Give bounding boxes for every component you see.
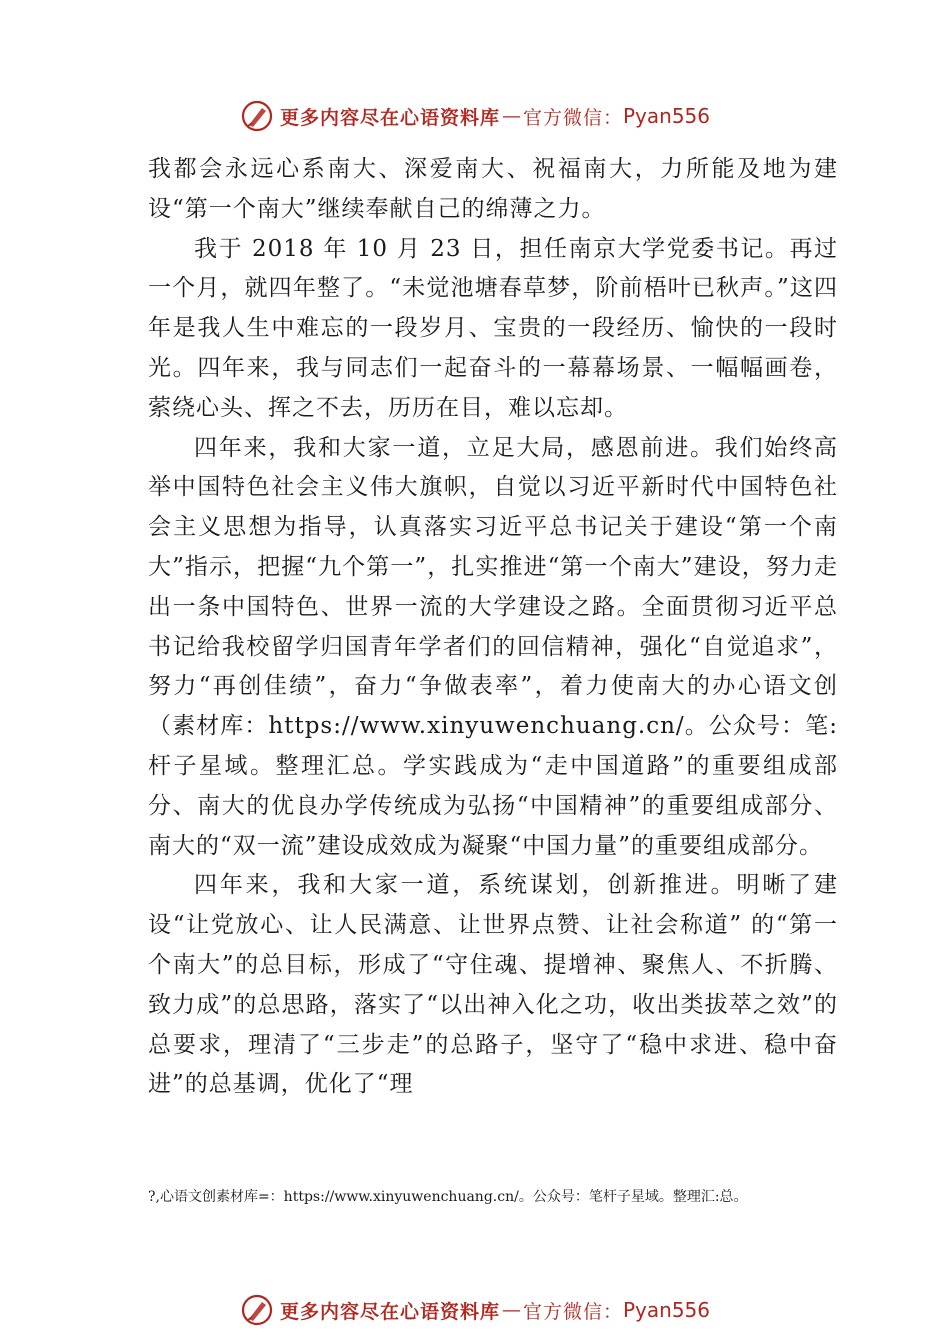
banner-separator: — [501, 1299, 521, 1321]
paragraph-4: 四年来，我和大家一道，系统谋划，创新推进。明晰了建设“让党放心、让人民满意、让世界点赞、让社会称道” 的“第一个南大”的总目标，形成了“守住魂、提增神、聚焦人、不折腾、致力成”的总思路，落实了“以出神入化之功，收出类拔萃之效”的总要求，理清了“三步走”的总路子，坚守了“稳中求进、稳中奋进”的总基调，优化了“理 [148, 872, 838, 1098]
footer-banner [0, 1290, 950, 1330]
banner-wechat-label: 官方微信： [522, 106, 623, 129]
footnote: ?,心语文创素材库=：https://www.xinyuwenchuang.cn/。公众号：笔杆子星域。整理汇:总。 [148, 1189, 748, 1205]
quill-logo-icon [240, 99, 274, 133]
header-banner [0, 96, 950, 136]
quill-logo-icon [240, 1293, 274, 1327]
banner-handle: Pyan556 [623, 1298, 711, 1322]
paragraph-1: 我都会永远心系南大、深爱南大、祝福南大，力所能及地为建设“第一个南大”继续奉献自己的绵薄之力。 [148, 156, 838, 222]
paragraph-3: 四年来，我和大家一道，立足大局，感恩前进。我们始终高举中国特色社会主义伟大旗帜，自觉以习近平新时代中国特色社会主义思想为指导，认真落实习近平总书记关于建设“第一个南大”指示，把握“九个第一”，扎实推进“第一个南大”建设，努力走出一条中国特色、世界一流的大学建设之路。全面贯彻习近平总书记给我校留学归国青年学者们的回信精神，强化“自觉追求”，努力“再创佳绩”，奋力“争做表率”，着力使南大的办心语文创（素材库：https://www.xinyuwenchuang.cn/。公众号：笔:杆子星域。整理汇总。学实践成为“走中国道路”的重要组成部分、南大的优良办学传统成为弘扬“中国精神”的重要组成部分、南大的“双一流”建设成效成为凝聚“中国力量”的重要组成部分。 [148, 434, 838, 859]
banner-handle: Pyan556 [623, 104, 711, 128]
banner-wechat-label: 官方微信： [522, 1300, 623, 1323]
banner-separator: — [501, 105, 521, 127]
banner-brand: 更多内容尽在心语资料库 [279, 1300, 500, 1323]
banner-brand: 更多内容尽在心语资料库 [279, 106, 500, 129]
paragraph-2: 我于 2018 年 10 月 23 日，担任南京大学党委书记。再过一个月，就四年整了。“未觉池塘春草梦，阶前梧叶已秋声。”这四年是我人生中难忘的一段岁月、宝贵的一段经历、愉快的一段时光。四年来，我与同志们一起奋斗的一幕幕场景、一幅幅画卷，萦绕心头、挥之不去，历历在目，难以忘却。 [148, 235, 838, 421]
document-body [148, 150, 838, 1105]
